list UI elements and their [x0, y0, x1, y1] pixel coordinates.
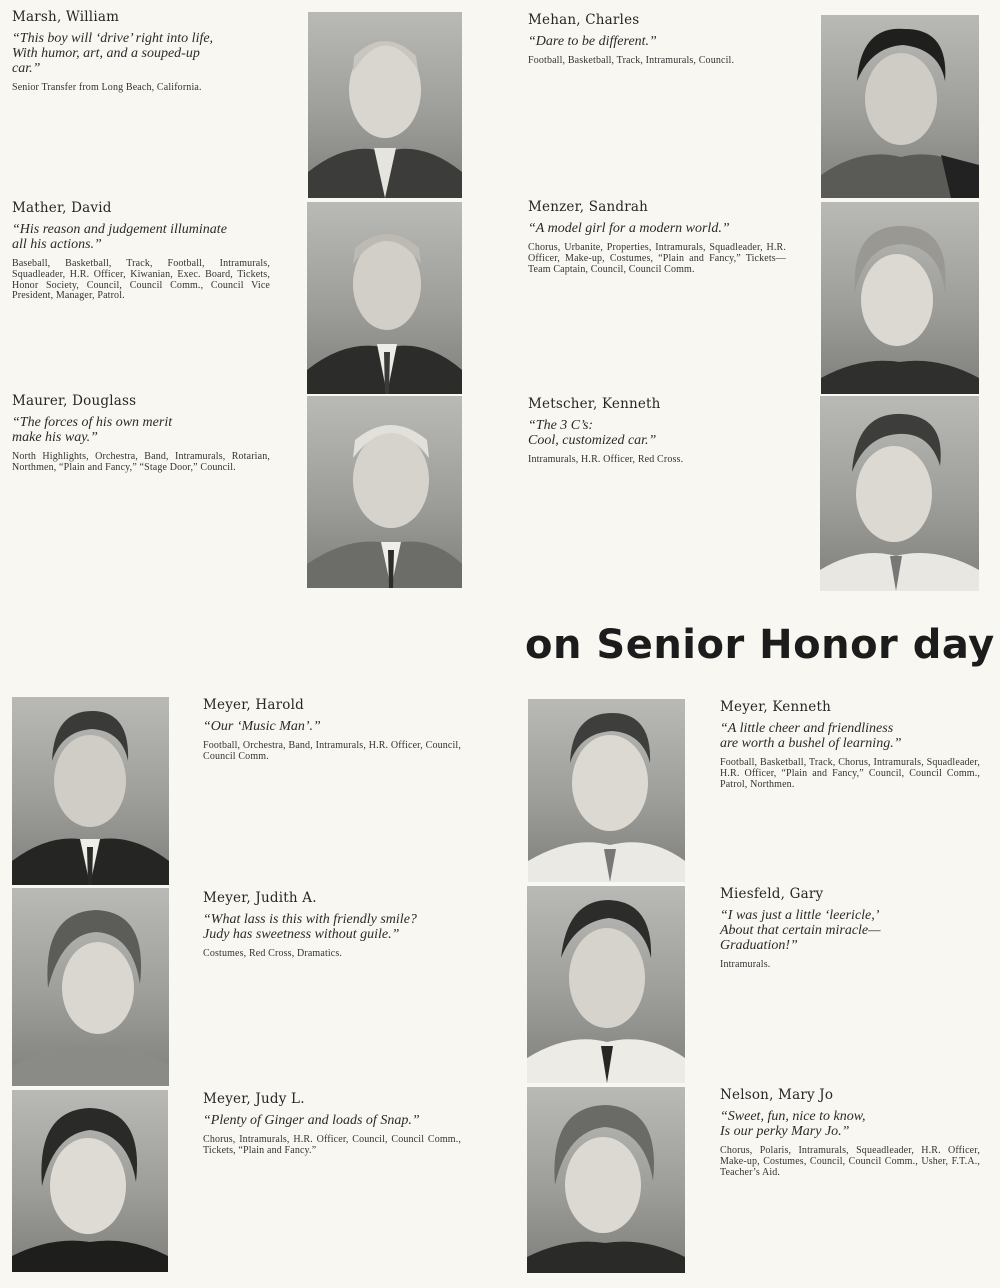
student-activities: Football, Basketball, Track, Intramurals, Council.: [528, 55, 735, 66]
student-name: Meyer, Judith A.: [203, 890, 317, 906]
student-name: Menzer, Sandrah: [528, 199, 648, 215]
student-name: Meyer, Kenneth: [720, 699, 831, 715]
student-name: Miesfeld, Gary: [720, 886, 824, 902]
student-quote: “Sweet, fun, nice to know, Is our perky Mary Jo.”: [720, 1109, 866, 1139]
portrait-photo-miesfeld: [527, 886, 685, 1083]
student-name: Marsh, William: [12, 9, 120, 25]
student-quote: “Our ‘Music Man’.”: [203, 719, 321, 734]
student-activities: Intramurals, H.R. Officer, Red Cross.: [528, 454, 684, 465]
entry-nelson-mary-jo: [720, 1087, 980, 1178]
student-activities: Chorus, Polaris, Intramurals, Squeadleader, H.R. Officer, Make-up, Costumes, Council, Council Comm., Usher, F.T.A., Teacher’s Aid.: [720, 1145, 980, 1178]
student-activities: Football, Basketball, Track, Chorus, Intramurals, Squadleader, H.R. Officer, “Plain and Fancy,” Council, Council Comm., Patrol, Northmen.: [720, 757, 980, 790]
student-name: Maurer, Douglass: [12, 393, 137, 409]
student-quote: “Plenty of Ginger and loads of Snap.”: [203, 1113, 420, 1128]
student-activities: Intramurals.: [720, 959, 771, 970]
student-activities: Baseball, Basketball, Track, Football, Intramurals, Squadleader, H.R. Officer, Kiwanian, Exec. Board, Tickets, Honor Society, Council, Council Comm., Council Vice President, Manager, Patrol.: [12, 258, 270, 302]
portrait-photo-marsh: [308, 12, 462, 198]
portrait-photo-meyer-kenneth: [528, 699, 685, 882]
student-activities: North Highlights, Orchestra, Band, Intramurals, Rotarian, Northmen, “Plain and Fancy,” “Stage Door,” Council.: [12, 451, 270, 473]
portrait-photo-menzer: [821, 202, 979, 394]
portrait-photo-meyer-judith: [12, 888, 169, 1086]
student-activities: Senior Transfer from Long Beach, California.: [12, 82, 202, 93]
entry-meyer-judy: [203, 1091, 461, 1157]
student-activities: Football, Orchestra, Band, Intramurals, H.R. Officer, Council, Council Comm.: [203, 740, 461, 762]
student-quote: “Dare to be different.”: [528, 34, 657, 49]
entry-mather-david: [12, 200, 270, 302]
entry-marsh-william: [12, 9, 270, 94]
portrait-photo-meyer-judy: [12, 1090, 168, 1272]
entry-meyer-harold: [203, 697, 461, 763]
student-quote: “This boy will ‘drive’ right into life, With humor, art, and a souped-up car.”: [12, 31, 214, 76]
headline-senior-honor-day: on Senior Honor day: [525, 622, 995, 668]
student-name: Mehan, Charles: [528, 12, 640, 28]
student-name: Meyer, Harold: [203, 697, 304, 713]
student-quote: “His reason and judgement illuminate all his actions.”: [12, 222, 227, 252]
student-quote: “A model girl for a modern world.”: [528, 221, 730, 236]
portrait-photo-nelson: [527, 1087, 685, 1273]
student-activities: Costumes, Red Cross, Dramatics.: [203, 948, 343, 959]
entry-mehan-charles: [528, 12, 786, 67]
portrait-photo-metscher: [820, 396, 979, 591]
entry-miesfeld-gary: [720, 886, 980, 971]
student-quote: “The 3 C’s: Cool, customized car.”: [528, 418, 657, 448]
portrait-photo-meyer-harold: [12, 697, 169, 885]
entry-maurer-douglass: [12, 393, 270, 474]
portrait-photo-mehan: [821, 15, 979, 198]
student-name: Meyer, Judy L.: [203, 1091, 305, 1107]
student-quote: “The forces of his own merit make his way.”: [12, 415, 173, 445]
student-quote: “A little cheer and friendliness are worth a bushel of learning.”: [720, 721, 902, 751]
entry-meyer-judith: [203, 890, 461, 960]
entry-metscher-kenneth: [528, 396, 786, 466]
student-activities: Chorus, Intramurals, H.R. Officer, Council, Council Comm., Tickets, “Plain and Fancy.”: [203, 1134, 461, 1156]
student-name: Nelson, Mary Jo: [720, 1087, 834, 1103]
student-name: Mather, David: [12, 200, 112, 216]
portrait-photo-mather: [307, 202, 462, 394]
student-name: Metscher, Kenneth: [528, 396, 661, 412]
student-quote: “I was just a little ‘leericle,’ About that certain miracle— Graduation!”: [720, 908, 881, 953]
entry-meyer-kenneth: [720, 699, 980, 790]
student-quote: “What lass is this with friendly smile? Judy has sweetness without guile.”: [203, 912, 417, 942]
entry-menzer-sandrah: [528, 199, 786, 275]
student-activities: Chorus, Urbanite, Properties, Intramurals, Squadleader, H.R. Officer, Make-up, Costumes, “Plain and Fancy,” Tickets—Team Captain, Council, Council Comm.: [528, 242, 786, 275]
portrait-photo-maurer: [307, 396, 462, 588]
